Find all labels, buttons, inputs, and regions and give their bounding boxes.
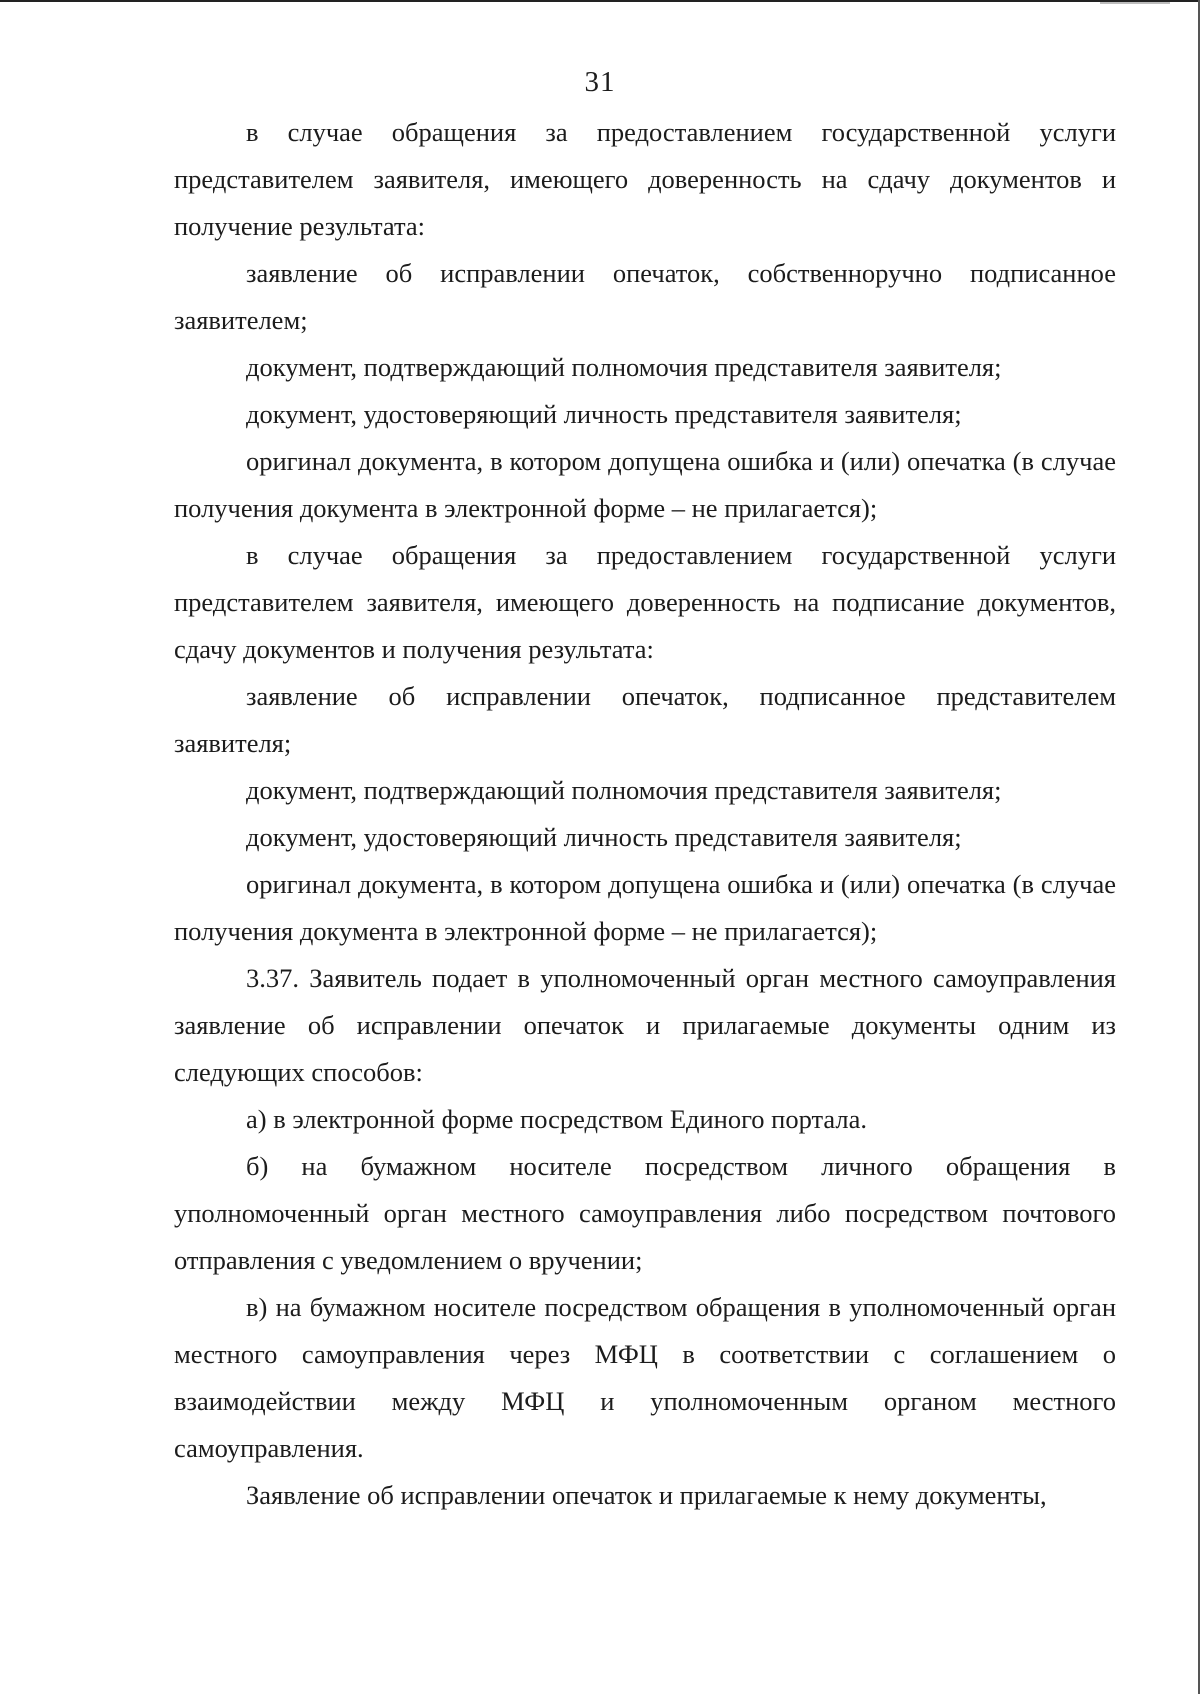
scan-top-border [0,0,1200,2]
document-body [174,109,1116,1519]
paragraph: в случае обращения за предоставлением государственной услуги представителем заявителя, имеющего доверенность на подписание документов, сдачу документов и получения результата: [174,540,1116,664]
paragraph: документ, подтверждающий полномочия представителя заявителя; [246,352,1002,382]
paragraph: а) в электронной форме посредством Единого портала. [246,1104,868,1134]
paragraph: документ, подтверждающий полномочия представителя заявителя; [246,775,1002,805]
paragraph: в случае обращения за предоставлением государственной услуги представителем заявителя, имеющего доверенность на сдачу документов и получение результата: [174,117,1116,241]
paragraph: Заявление об исправлении опечаток и прилагаемые к нему документы, [246,1480,1047,1510]
paragraph: заявление об исправлении опечаток, подписанное представителем заявителя; [174,681,1116,758]
paragraph: б) на бумажном носителе посредством личного обращения в уполномоченный орган местного самоуправления либо посредством почтового отправления с уведомлением о вручении; [174,1151,1116,1275]
paragraph: документ, удостоверяющий личность представителя заявителя; [246,822,962,852]
page-number: 31 [584,66,616,98]
scan-artifact [1100,2,1170,4]
paragraph: оригинал документа, в котором допущена ошибка и (или) опечатка (в случае получения документа в электронной форме – не прилагается); [174,446,1116,523]
paragraph: 3.37. Заявитель подает в уполномоченный орган местного самоуправления заявление об исправлении опечаток и прилагаемые документы одним из следующих способов: [174,963,1116,1087]
paragraph: заявление об исправлении опечаток, собственноручно подписанное заявителем; [174,258,1116,335]
paragraph: оригинал документа, в котором допущена ошибка и (или) опечатка (в случае получения документа в электронной форме – не прилагается); [174,869,1116,946]
paragraph: в) на бумажном носителе посредством обращения в уполномоченный орган местного самоуправления через МФЦ в соответствии с соглашением о взаимодействии между МФЦ и уполномоченным органом местного самоуправления. [174,1292,1116,1463]
paragraph: документ, удостоверяющий личность представителя заявителя; [246,399,962,429]
